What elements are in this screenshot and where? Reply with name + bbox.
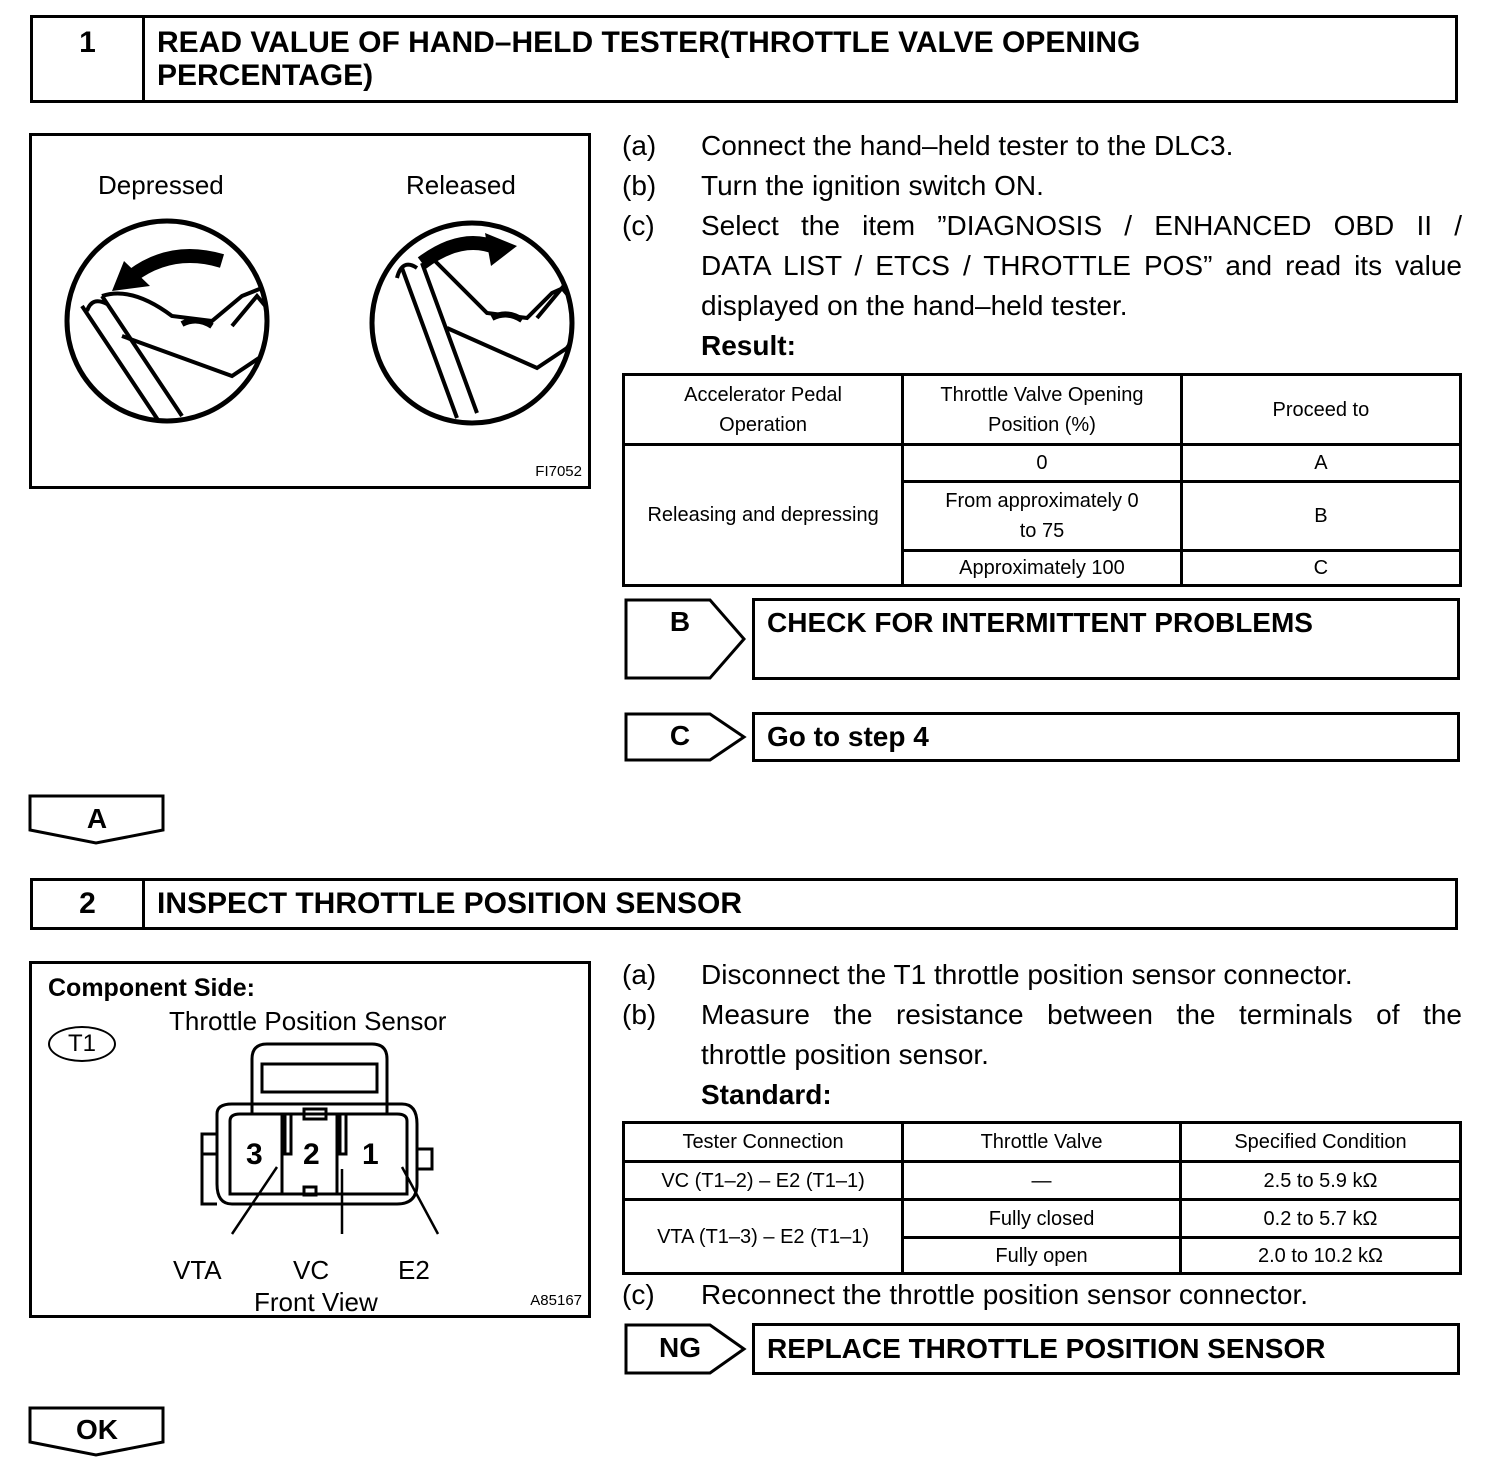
step-label: (b)	[622, 170, 657, 201]
released-label: Released	[406, 170, 516, 200]
figure-code: A85167	[530, 1292, 582, 1309]
step-label: (a)	[622, 959, 657, 990]
step-text: throttle position sensor.	[701, 1039, 989, 1070]
standard-table	[622, 1121, 1462, 1275]
component-side-label: Component Side:	[48, 974, 255, 1002]
pin-name: VC	[293, 1255, 330, 1285]
pedal-figure	[29, 133, 591, 489]
step-title-line: PERCENTAGE)	[157, 59, 374, 92]
step-number: 2	[33, 881, 145, 927]
step-text: Disconnect the T1 throttle position sensor connector.	[701, 959, 1353, 990]
step-text: Connect the hand–held tester to the DLC3.	[701, 130, 1234, 161]
table-header: Specified Condition	[1180, 1123, 1460, 1162]
result-table	[622, 373, 1462, 587]
table-cell: C	[1181, 551, 1460, 586]
pedal-depressed-illustration	[62, 216, 272, 426]
pedal-released-illustration	[367, 218, 577, 428]
pin-number: 2	[303, 1138, 320, 1171]
step-label: (c)	[622, 1279, 655, 1310]
standard-label: Standard:	[701, 1079, 832, 1110]
step-title: INSPECT THROTTLE POSITION SENSOR	[157, 887, 743, 920]
table-cell: Fully open	[903, 1238, 1181, 1274]
step-text: Measure the resistance between the terminals of the	[701, 999, 1462, 1030]
result-c-tag: C	[669, 720, 691, 751]
result-ng-action: REPLACE THROTTLE POSITION SENSOR	[752, 1323, 1460, 1375]
result-b-action: CHECK FOR INTERMITTENT PROBLEMS	[752, 598, 1460, 680]
step-title-line: READ VALUE OF HAND–HELD TESTER(THROTTLE VALVE OPENING	[157, 26, 1141, 59]
table-cell: Releasing and depressing	[624, 445, 903, 586]
result-ng-tag: NG	[659, 1332, 701, 1363]
table-header: Throttle Valve	[903, 1123, 1181, 1162]
table-header: Tester Connection	[624, 1123, 903, 1162]
step-text: Turn the ignition switch ON.	[701, 170, 1044, 201]
table-cell: Fully closed	[903, 1200, 1181, 1238]
table-header: Accelerator Pedal Operation	[624, 375, 903, 445]
result-b-tag: B	[669, 606, 691, 637]
step-label: (c)	[622, 210, 655, 241]
step-1-header	[30, 15, 1458, 103]
step-2-header	[30, 878, 1458, 930]
step-text: displayed on the hand–held tester.	[701, 290, 1128, 321]
view-label: Front View	[254, 1287, 378, 1317]
figure-code: FI7052	[535, 463, 582, 480]
sensor-name: Throttle Position Sensor	[169, 1006, 447, 1036]
next-tag-a: A	[86, 803, 108, 834]
table-cell: VC (T1–2) – E2 (T1–1)	[624, 1162, 903, 1200]
depressed-label: Depressed	[98, 170, 224, 200]
table-cell: From approximately 0 to 75	[903, 482, 1182, 551]
connector-id: T1	[67, 1030, 96, 1057]
step-text: Select the item ”DIAGNOSIS / ENHANCED OBD II /	[701, 210, 1462, 241]
connector-id-badge	[48, 1026, 116, 1062]
table-cell: —	[903, 1162, 1181, 1200]
step-title	[145, 18, 1455, 100]
table-cell: A	[1181, 445, 1460, 482]
result-c-action: Go to step 4	[752, 712, 1460, 762]
table-cell: 2.0 to 10.2 kΩ	[1180, 1238, 1460, 1274]
step-number: 1	[33, 18, 145, 100]
step-text: DATA LIST / ETCS / THROTTLE POS” and read its value	[701, 250, 1462, 281]
table-cell: 2.5 to 5.9 kΩ	[1180, 1162, 1460, 1200]
connector-figure	[29, 961, 591, 1318]
pin-number: 3	[246, 1138, 263, 1171]
next-tag-ok: OK	[76, 1414, 118, 1445]
table-header: Proceed to	[1181, 375, 1460, 445]
table-cell: 0	[903, 445, 1182, 482]
table-cell: B	[1181, 482, 1460, 551]
table-cell: 0.2 to 5.7 kΩ	[1180, 1200, 1460, 1238]
pin-number: 1	[362, 1138, 379, 1171]
step-label: (a)	[622, 130, 657, 161]
table-cell: VTA (T1–3) – E2 (T1–1)	[624, 1200, 903, 1274]
pin-name: E2	[398, 1255, 430, 1285]
result-label: Result:	[701, 330, 796, 361]
pin-name: VTA	[173, 1255, 222, 1285]
step-label: (b)	[622, 999, 657, 1030]
step-text: Reconnect the throttle position sensor connector.	[701, 1279, 1309, 1310]
table-header: Throttle Valve Opening Position (%)	[903, 375, 1182, 445]
table-cell: Approximately 100	[903, 551, 1182, 586]
